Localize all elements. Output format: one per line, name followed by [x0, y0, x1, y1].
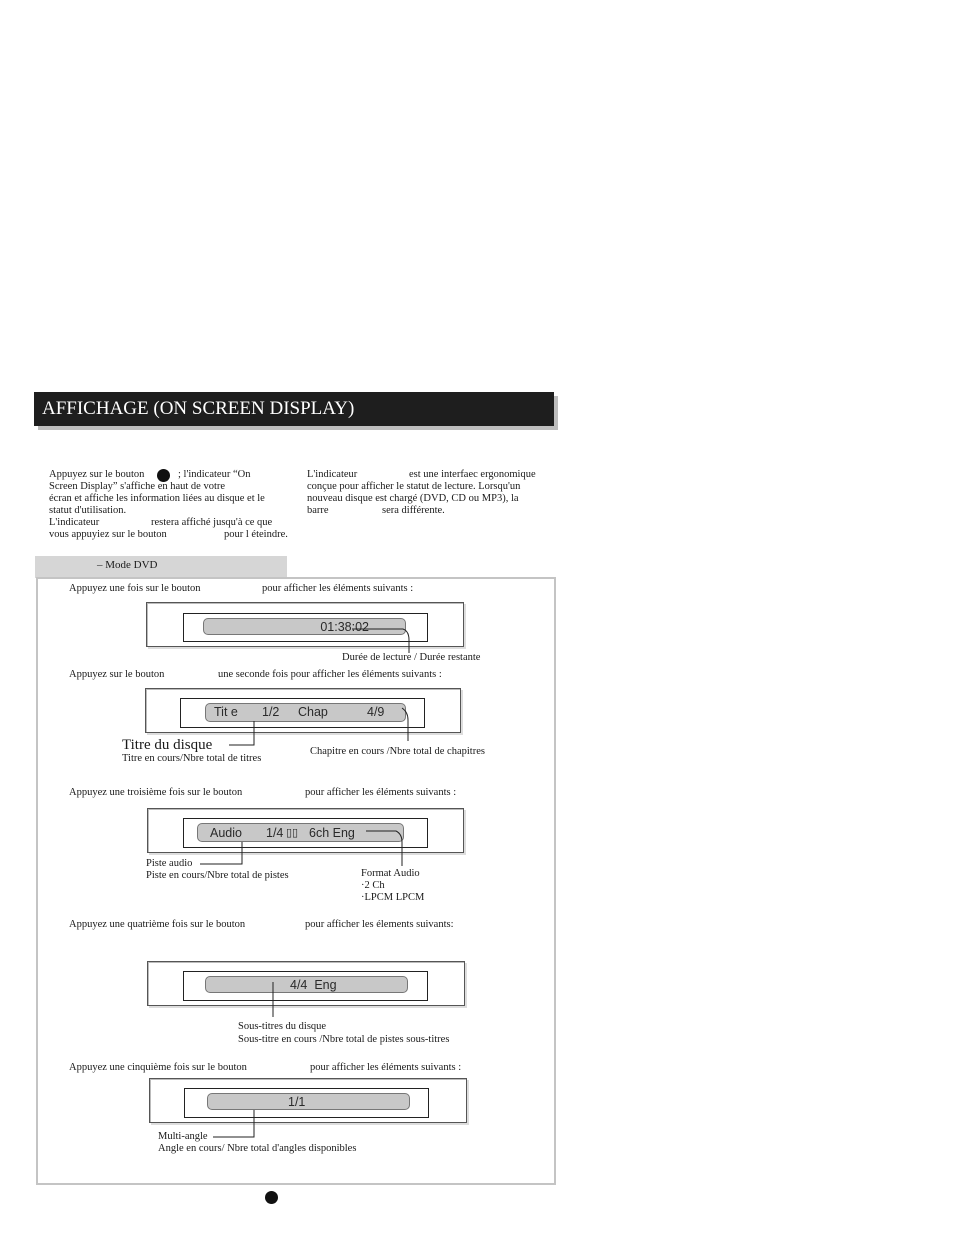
- intro-left-line4: statut d'utilisation.: [49, 505, 127, 516]
- step2-callout-chapter: Chapitre en cours /Nbre total de chapitres: [310, 746, 485, 757]
- step3-format-leader-line: [366, 831, 402, 866]
- step1-instruction-a: Appuyez une fois sur le bouton: [69, 583, 201, 594]
- intro-left-line5b: restera affiché jusqu'à ce que: [151, 517, 273, 528]
- intro-left-line3: écran et affiche les information liées au disque et le: [49, 493, 265, 504]
- step3-instruction-b: pour afficher les éléments suivants :: [305, 787, 457, 798]
- dolby-icon: ▯▯: [286, 827, 299, 839]
- step2-title-leader-line: [229, 721, 254, 745]
- intro-left-line2: Screen Display” s'affiche en haut de votre: [49, 481, 226, 492]
- step3-callout-format-title: Format Audio: [361, 868, 420, 879]
- intro-right-line1a: L'indicateur: [307, 469, 358, 480]
- step2-callout-title-desc: Titre en cours/Nbre total de titres: [122, 753, 262, 764]
- step5-instruction-b: pour afficher les éléments suivants :: [310, 1062, 462, 1073]
- step5-angle-display: 1/1: [207, 1093, 410, 1110]
- step4-callout-title: Sous-titres du disque: [238, 1021, 327, 1032]
- step5-leader-line: [213, 1110, 254, 1137]
- step2-callout-title-heading: Titre du disque: [122, 737, 213, 753]
- step4-instruction-b: pour afficher les élements suivants:: [305, 919, 454, 930]
- step1-time-display: 01:38:02: [203, 618, 406, 635]
- intro-left-line1b: ; l'indicateur “On: [178, 469, 251, 480]
- step1-leader-line: [352, 629, 409, 653]
- step3-callout-format-2ch: ·2 Ch: [361, 880, 385, 891]
- step2-instruction-b: une seconde fois pour afficher les éléments suivants :: [218, 669, 442, 680]
- intro-left-line6b: pour l éteindre.: [224, 529, 288, 540]
- intro-left-line5a: L'indicateur: [49, 517, 100, 528]
- intro-right-line2: conçue pour afficher le statut de lecture. Lorsqu'un: [307, 481, 521, 492]
- step1-callout: Durée de lecture / Durée restante: [342, 652, 481, 663]
- step5-callout-desc: Angle en cours/ Nbre total d'angles disponibles: [158, 1143, 357, 1154]
- step3-instruction-a: Appuyez une troisième fois sur le bouton: [69, 787, 243, 798]
- step4-callout-desc: Sous-titre en cours /Nbre total de pistes sous-titres: [238, 1034, 450, 1045]
- step4-instruction-a: Appuyez une quatrième fois sur le bouton: [69, 919, 246, 930]
- section-title: AFFICHAGE (ON SCREEN DISPLAY): [34, 392, 554, 426]
- step3-callout-track-desc: Piste en cours/Nbre total de pistes: [146, 870, 289, 881]
- step3-track-leader-line: [200, 842, 242, 864]
- intro-right-line4a: barre: [307, 505, 329, 516]
- intro-right-line3: nouveau disque est chargé (DVD, CD ou MP3), la: [307, 493, 519, 504]
- step2-chapter-label: Chap: [298, 705, 328, 719]
- intro-text: Appuyez sur le bouton: [49, 469, 145, 480]
- mode-dvd-tab: – Mode DVD: [35, 556, 287, 578]
- step2-chapter-leader-line: [402, 708, 408, 741]
- step3-track-value: 1/4: [266, 826, 284, 840]
- step2-title-label: Tit e: [214, 705, 238, 719]
- step3-callout-format-lpcm: ·LPCM LPCM: [361, 892, 425, 903]
- step2-instruction-a: Appuyez sur le bouton: [69, 669, 165, 680]
- step2-chapter-value: 4/9: [367, 705, 385, 719]
- intro-right-line1b: est une interfaec ergonomique: [409, 469, 536, 480]
- step4-subtitle-display: 4/4 Eng: [205, 976, 408, 993]
- step5-callout-title: Multi-angle: [158, 1131, 208, 1142]
- intro-left-line6a: vous appuyiez sur le bouton: [49, 529, 167, 540]
- step5-instruction-a: Appuyez une cinquième fois sur le bouton: [69, 1062, 247, 1073]
- step3-format-value: 6ch Eng: [309, 826, 355, 840]
- intro-right-line4b: sera différente.: [382, 505, 445, 516]
- step3-callout-track-title: Piste audio: [146, 858, 193, 869]
- step1-instruction-b: pour afficher les éléments suivants :: [262, 583, 414, 594]
- step3-audio-label: Audio: [210, 826, 242, 840]
- step2-title-value: 1/2: [262, 705, 280, 719]
